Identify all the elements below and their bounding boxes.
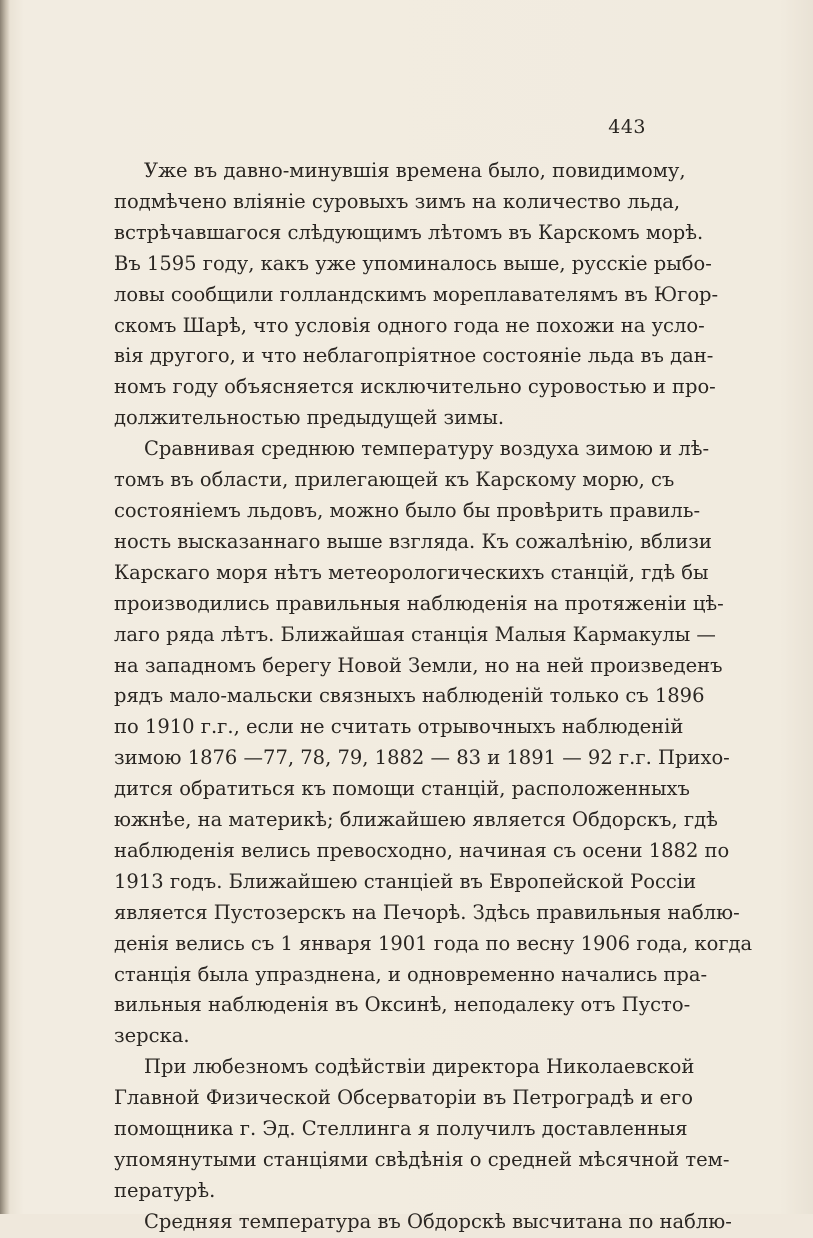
text-line: лаго ряда лѣтъ. Ближайшая станція Малыя Кармакулы — [114,622,716,646]
text-line: является Пустозерскъ на Печорѣ. Здѣсь правильныя наблю- [114,900,740,924]
text-line: Въ 1595 году, какъ уже упоминалось выше, русскіе рыбо- [114,251,712,275]
text-line: скомъ Шарѣ, что условія одного года не похожи на усло- [114,313,705,337]
text-line: должительностью предыдущей зимы. [114,406,505,430]
text-line: помощника г. Эд. Стеллинга я получилъ доставленныя [114,1117,688,1141]
paragraph [114,434,753,1052]
paragraph [114,1052,730,1207]
paragraph [114,156,719,434]
text-line: номъ году объясняется исключительно суровостью и про- [114,375,716,399]
text-line: вія другого, и что неблагопріятное состояніе льда въ дан- [114,344,714,368]
text-line: подмѣчено вліяніе суровыхъ зимъ на количество льда, [114,189,681,213]
text-line: наблюденія велись превосходно, начиная съ осени 1882 по [114,838,730,862]
page-number: 443 [608,116,646,138]
text-line: ловы сообщили голландскимъ мореплавателямъ въ Югор- [114,282,719,306]
paragraph [114,1207,732,1238]
text-line: Средняя температура въ Обдорскѣ высчитана по наблю- [144,1209,732,1233]
text-line: станція была упразднена, и одновременно начались пра- [114,962,708,986]
text-line: 1913 годъ. Ближайшею станціей въ Европейской Россіи [114,869,697,893]
text-line: зимою 1876 —77, 78, 79, 1882 — 83 и 1891 — 92 г.г. Прихо- [114,746,730,770]
text-line: пературѣ. [114,1178,216,1202]
text-line: Сравнивая среднюю температуру воздуха зимою и лѣ- [144,437,710,461]
text-line: рядъ мало-мальски связныхъ наблюденій только съ 1896 [114,684,705,708]
text-line: При любезномъ содѣйствіи директора Николаевской [144,1055,695,1079]
text-line: вильныя наблюденія въ Оксинѣ, неподалеку отъ Пусто- [114,993,691,1017]
text-line: упомянутыми станціями свѣдѣнія о средней мѣсячной тем- [114,1148,730,1171]
text-line: Уже въ давно-минувшія времена было, повидимому, [144,159,686,182]
text-line: производились правильныя наблюденія на протяженіи цѣ- [114,591,724,615]
text-line: Карскаго моря нѣтъ метеорологическихъ станцій, гдѣ бы [114,560,709,584]
page-binding-edge [0,0,10,1214]
text-line: южнѣе, на материкѣ; ближайшею является Обдорскъ, гдѣ [114,808,718,832]
text-line: ность высказаннаго выше взгляда. Къ сожалѣнію, вблизи [114,529,712,553]
text-line: встрѣчавшагося слѣдующимъ лѣтомъ въ Карскомъ морѣ. [114,220,704,244]
body-text [114,156,753,1238]
text-line: денія велись съ 1 января 1901 года по весну 1906 года, когда [114,931,753,955]
text-line: по 1910 г.г., если не считать отрывочныхъ наблюденій [114,715,684,739]
text-line: состояніемъ льдовъ, можно было бы провѣрить правиль- [114,498,701,522]
text-line: Главной Физической Обсерваторіи въ Петроградѣ и его [114,1086,693,1110]
text-line: томъ въ области, прилегающей къ Карскому морю, съ [114,468,675,492]
text-line: дится обратиться къ помощи станцій, расположенныхъ [114,777,690,801]
text-line: зерска. [114,1024,190,1048]
text-line: на западномъ берегу Новой Земли, но на ней произведенъ [114,653,723,677]
